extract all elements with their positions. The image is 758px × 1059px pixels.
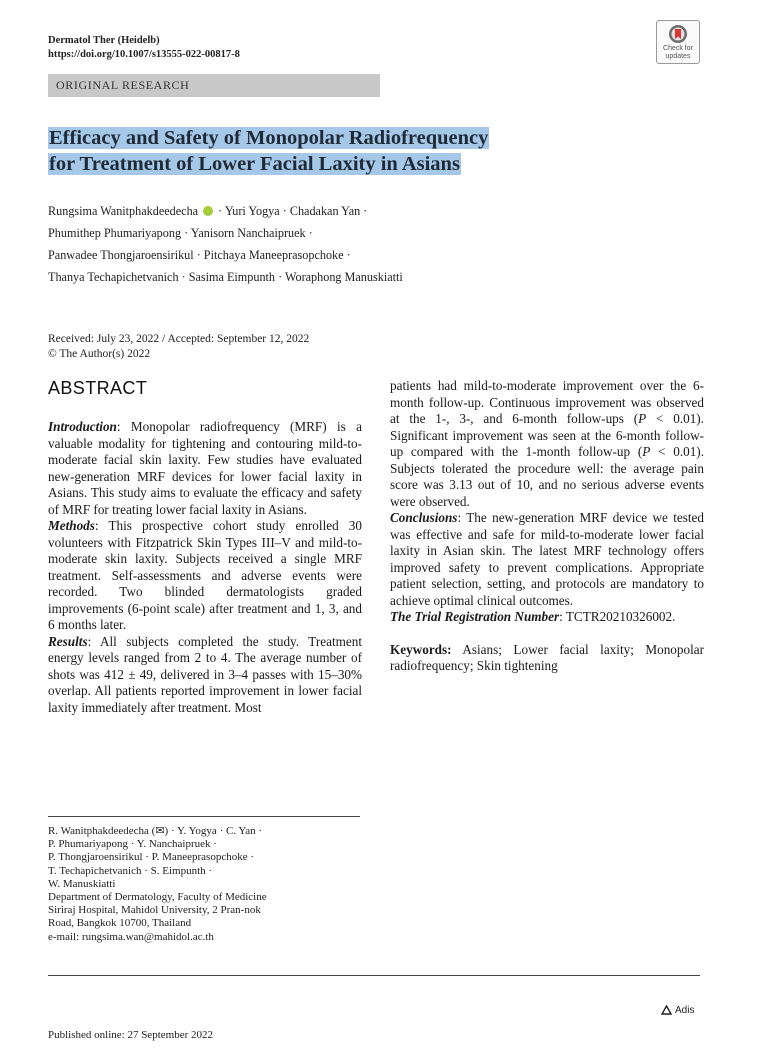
copyright: © The Author(s) 2022: [48, 347, 151, 360]
trial-registration: [390, 609, 704, 626]
results-text: : All subjects completed the study. Treatment energy levels ranged from 2 to 4. The average number of shots was 412 ± 49, delivered in 3–4 passes with 15–30% overlap. All patients reported improvement in lower facial laxity immediately after treatment. Most: [48, 633, 362, 715]
article-title: [48, 125, 608, 177]
abstract-heading: ABSTRACT: [48, 378, 148, 398]
abstract-column-right: [390, 378, 704, 675]
badge-line-1: Check for: [663, 45, 693, 52]
author-line-1: [48, 200, 403, 222]
publisher-logo: [661, 1005, 694, 1016]
author-line-3[interactable]: Panwadee Thongjaroensirikul · Pitchaya Maneeprasopchoke ·: [48, 248, 351, 262]
conclusions-text: : The new-generation MRF device we tested was effective and safe for mild-to-moderate lower facial laxity in Asian skin. The latest MRF technology offers improved safety to prevent complications. Appropriate patient selection, setting, and protocols are mandatory to achieve optimal clinical outcomes.: [390, 510, 704, 608]
publisher-name: Adis: [675, 1005, 695, 1016]
abstract-methods: [48, 518, 362, 634]
p-value-symbol: P: [638, 411, 647, 426]
section-label-bar: [48, 74, 380, 97]
introduction-label: Introduction: [48, 419, 117, 434]
keywords: [390, 642, 704, 675]
affiliation-line: R. Wanitphakdeedecha (✉) · Y. Yogya · C. Yan ·: [48, 825, 263, 837]
affiliation-line: W. Manuskiatti: [48, 877, 116, 890]
trial-text: : TCTR20210326002.: [559, 609, 676, 624]
abstract-column-left: [48, 419, 362, 716]
abstract-results-continued: [390, 378, 704, 510]
affiliation-line: Department of Dermatology, Faculty of Medicine: [48, 891, 267, 904]
author-name[interactable]: Rungsima Wanitphakdeedecha: [48, 204, 199, 218]
triangle-icon: [661, 1005, 672, 1015]
journal-name: Dermatol Ther (Heidelb): [48, 35, 160, 46]
trial-label: The Trial Registration Number: [390, 609, 560, 624]
affiliation-line: P. Phumariyapong · Y. Nanchaipruek ·: [48, 838, 217, 851]
author-names[interactable]: · Yuri Yogya · Chadakan Yan ·: [218, 204, 368, 218]
author-list: [48, 200, 403, 288]
bookmark-ribbon-icon: [668, 24, 688, 44]
affiliation-block: [48, 825, 267, 944]
abstract-results: [48, 634, 362, 717]
conclusions-label: Conclusions: [390, 510, 458, 525]
author-line-2[interactable]: Phumithep Phumariyapong · Yanisorn Nanchaipruek ·: [48, 226, 313, 240]
check-for-updates-badge[interactable]: [656, 20, 700, 64]
p-value-symbol: P: [642, 444, 651, 459]
title-line-2: for Treatment of Lower Facial Laxity in Asians: [49, 153, 460, 175]
author-line-4[interactable]: Thanya Techapichetvanich · Sasima Eimpunth · Woraphong Manuskiatti: [48, 270, 403, 284]
methods-text: : This prospective cohort study enrolled 30 volunteers with Fitzpatrick Skin Types III–V and mild-to-moderate skin laxity. Subjects received a single MRF treatment. Self-assessments and adverse events were recorded. Two blinded dermatologists graded improvements (6-point scale) after treatment and 1, 3, and 6 months later.: [48, 518, 362, 632]
affiliation-line: T. Techapichetvanich · S. Eimpunth ·: [48, 864, 213, 877]
abstract-introduction: [48, 419, 362, 518]
affiliation-line: Siriraj Hospital, Mahidol University, 2 Pran-nok: [48, 904, 261, 917]
footer-divider: [48, 975, 700, 976]
badge-line-2: updates: [665, 52, 691, 60]
orcid-icon[interactable]: [203, 206, 213, 216]
abstract-conclusions: [390, 510, 704, 609]
section-label: ORIGINAL RESEARCH: [56, 78, 190, 92]
published-date: Published online: 27 September 2022: [48, 1029, 213, 1041]
keywords-label: Keywords:: [390, 641, 452, 657]
doi-link[interactable]: https://doi.org/10.1007/s13555-022-00817-8: [48, 49, 240, 60]
methods-label: Methods: [48, 518, 95, 533]
introduction-text: : Monopolar radiofrequency (MRF) is a valuable modality for tightening and contouring mild-to-moderate facial skin laxity. Few studies have evaluated new-generation MRF devices for lower facial laxity in Asians. This study aims to evaluate the efficacy and safety of MRF for treating lower facial laxity in Asians.: [48, 419, 362, 517]
article-dates: [48, 332, 309, 361]
results-text-2: patients had mild-to-moderate improvement over the 6-month follow-up. Continuous improvement was observed at the 1-, 3-, and 6-month follow-ups (: [390, 378, 704, 426]
journal-header: [48, 34, 240, 62]
affiliation-line: Road, Bangkok 10700, Thailand: [48, 917, 192, 930]
results-label: Results: [48, 633, 88, 649]
affiliation-divider: [48, 816, 360, 817]
results-text-4: < 0.01). Subjects tolerated the procedure well: the average pain score was 3.13 out of 10, and no serious adverse events were observed.: [390, 444, 704, 509]
results-text-3: < 0.01). Significant improvement was seen at the 6-month follow-up compared with the 1-month follow-up (: [390, 411, 704, 459]
keywords-text: Asians; Lower facial laxity; Monopolar radiofrequency; Skin tightening: [390, 641, 704, 673]
received-accepted: Received: July 23, 2022 / Accepted: September 12, 2022: [48, 333, 310, 345]
title-line-1: Efficacy and Safety of Monopolar Radiofrequency: [49, 127, 489, 149]
contact-email[interactable]: e-mail: rungsima.wan@mahidol.ac.th: [48, 930, 214, 943]
affiliation-line: P. Thongjaroensirikul · P. Maneeprasopchoke ·: [48, 851, 255, 864]
